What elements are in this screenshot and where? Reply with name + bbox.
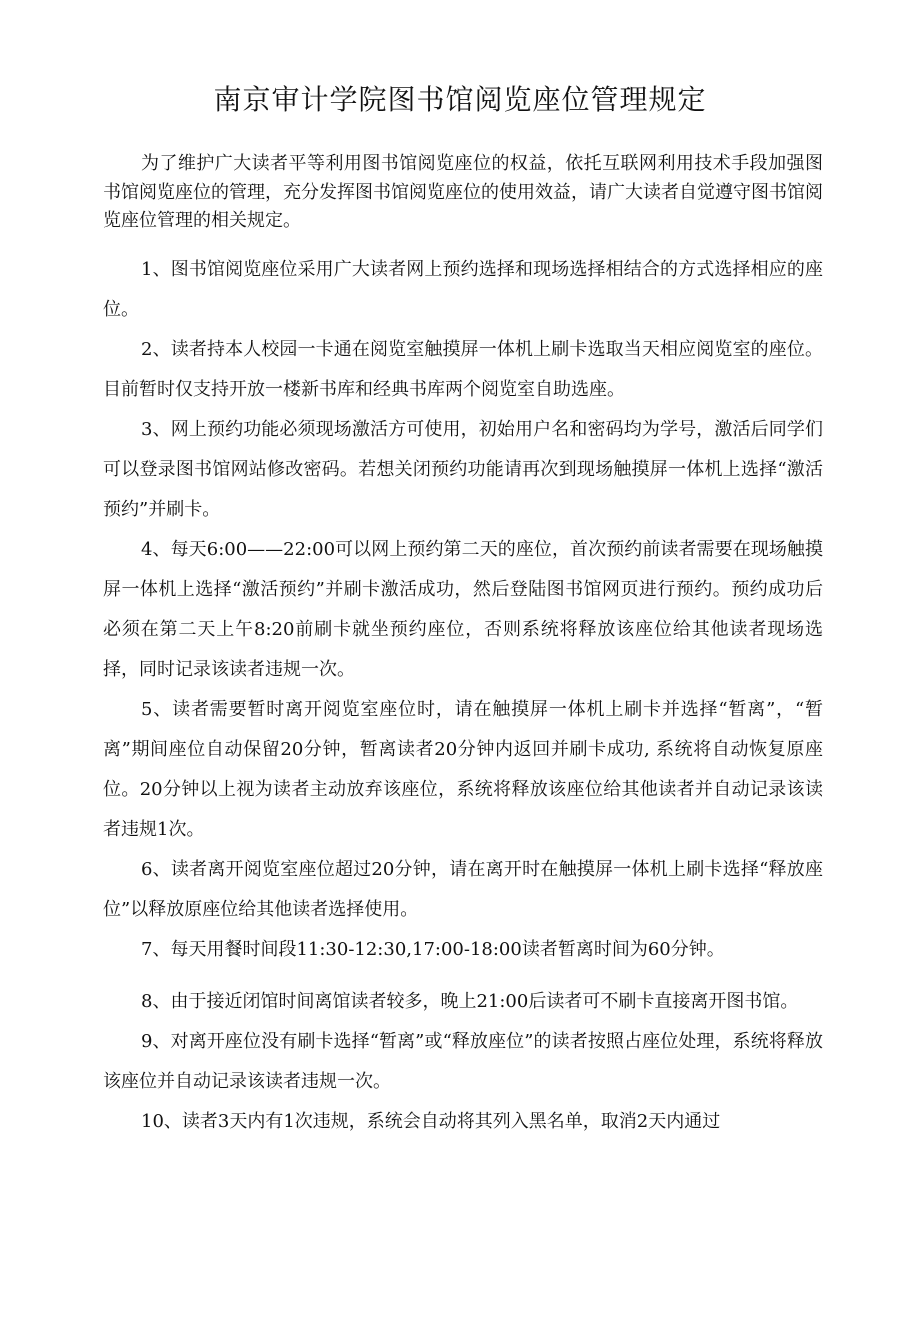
rule-7: 7、每天用餐时间段11:30-12:30,17:00-18:00读者暂离时间为60分钟。	[141, 938, 725, 960]
intro-paragraph: 为了维护广大读者平等利用图书馆阅览座位的权益，依托互联网利用技术手段加强图书馆阅览座位的管理，充分发挥图书馆阅览座位的使用效益，请广大读者自觉遵守图书馆阅览座位管理的相关规定。	[103, 153, 823, 231]
rule-1: 1、图书馆阅览座位采用广大读者网上预约选择和现场选择相结合的方式选择相应的座位。	[103, 258, 823, 320]
rule-8: 8、由于接近闭馆时间离馆读者较多，晚上21:00后读者可不刷卡直接离开图书馆。	[141, 990, 799, 1012]
rule-2: 2、读者持本人校园一卡通在阅览室触摸屏一体机上刷卡选取当天相应阅览室的座位。目前暂时仅支持开放一楼新书库和经典书库两个阅览室自助选座。	[103, 338, 823, 400]
rule-3: 3、网上预约功能必须现场激活方可使用，初始用户名和密码均为学号，激活后同学们可以登录图书馆网站修改密码。若想关闭预约功能请再次到现场触摸屏一体机上选择“激活预约”并刷卡。	[103, 418, 823, 520]
rule-9: 9、对离开座位没有刷卡选择“暂离”或“释放座位”的读者按照占座位处理，系统将释放该座位并自动记录该读者违规一次。	[103, 1030, 823, 1092]
page-title: 南京审计学院图书馆阅览座位管理规定	[213, 83, 707, 116]
rule-5: 5、读者需要暂时离开阅览室座位时，请在触摸屏一体机上刷卡并选择“暂离”，“暂离”期间座位自动保留20分钟，暂离读者20分钟内返回并刷卡成功, 系统将自动恢复原座位。20分钟以上视为读者主动放弃该座位，系统将释放该座位给其他读者并自动记录该读者违规1次。	[103, 698, 823, 840]
rule-4: 4、每天6:00——22:00可以网上预约第二天的座位，首次预约前读者需要在现场触摸屏一体机上选择“激活预约”并刷卡激活成功，然后登陆图书馆网页进行预约。预约成功后必须在第二天上午8:20前刷卡就坐预约座位，否则系统将释放该座位给其他读者现场选择，同时记录该读者违规一次。	[103, 538, 823, 680]
document-body	[103, 150, 823, 1142]
rule-10: 10、读者3天内有1次违规，系统会自动将其列入黑名单，取消2天内通过	[141, 1110, 721, 1132]
rule-6: 6、读者离开阅览室座位超过20分钟，请在离开时在触摸屏一体机上刷卡选择“释放座位”以释放原座位给其他读者选择使用。	[103, 858, 823, 920]
